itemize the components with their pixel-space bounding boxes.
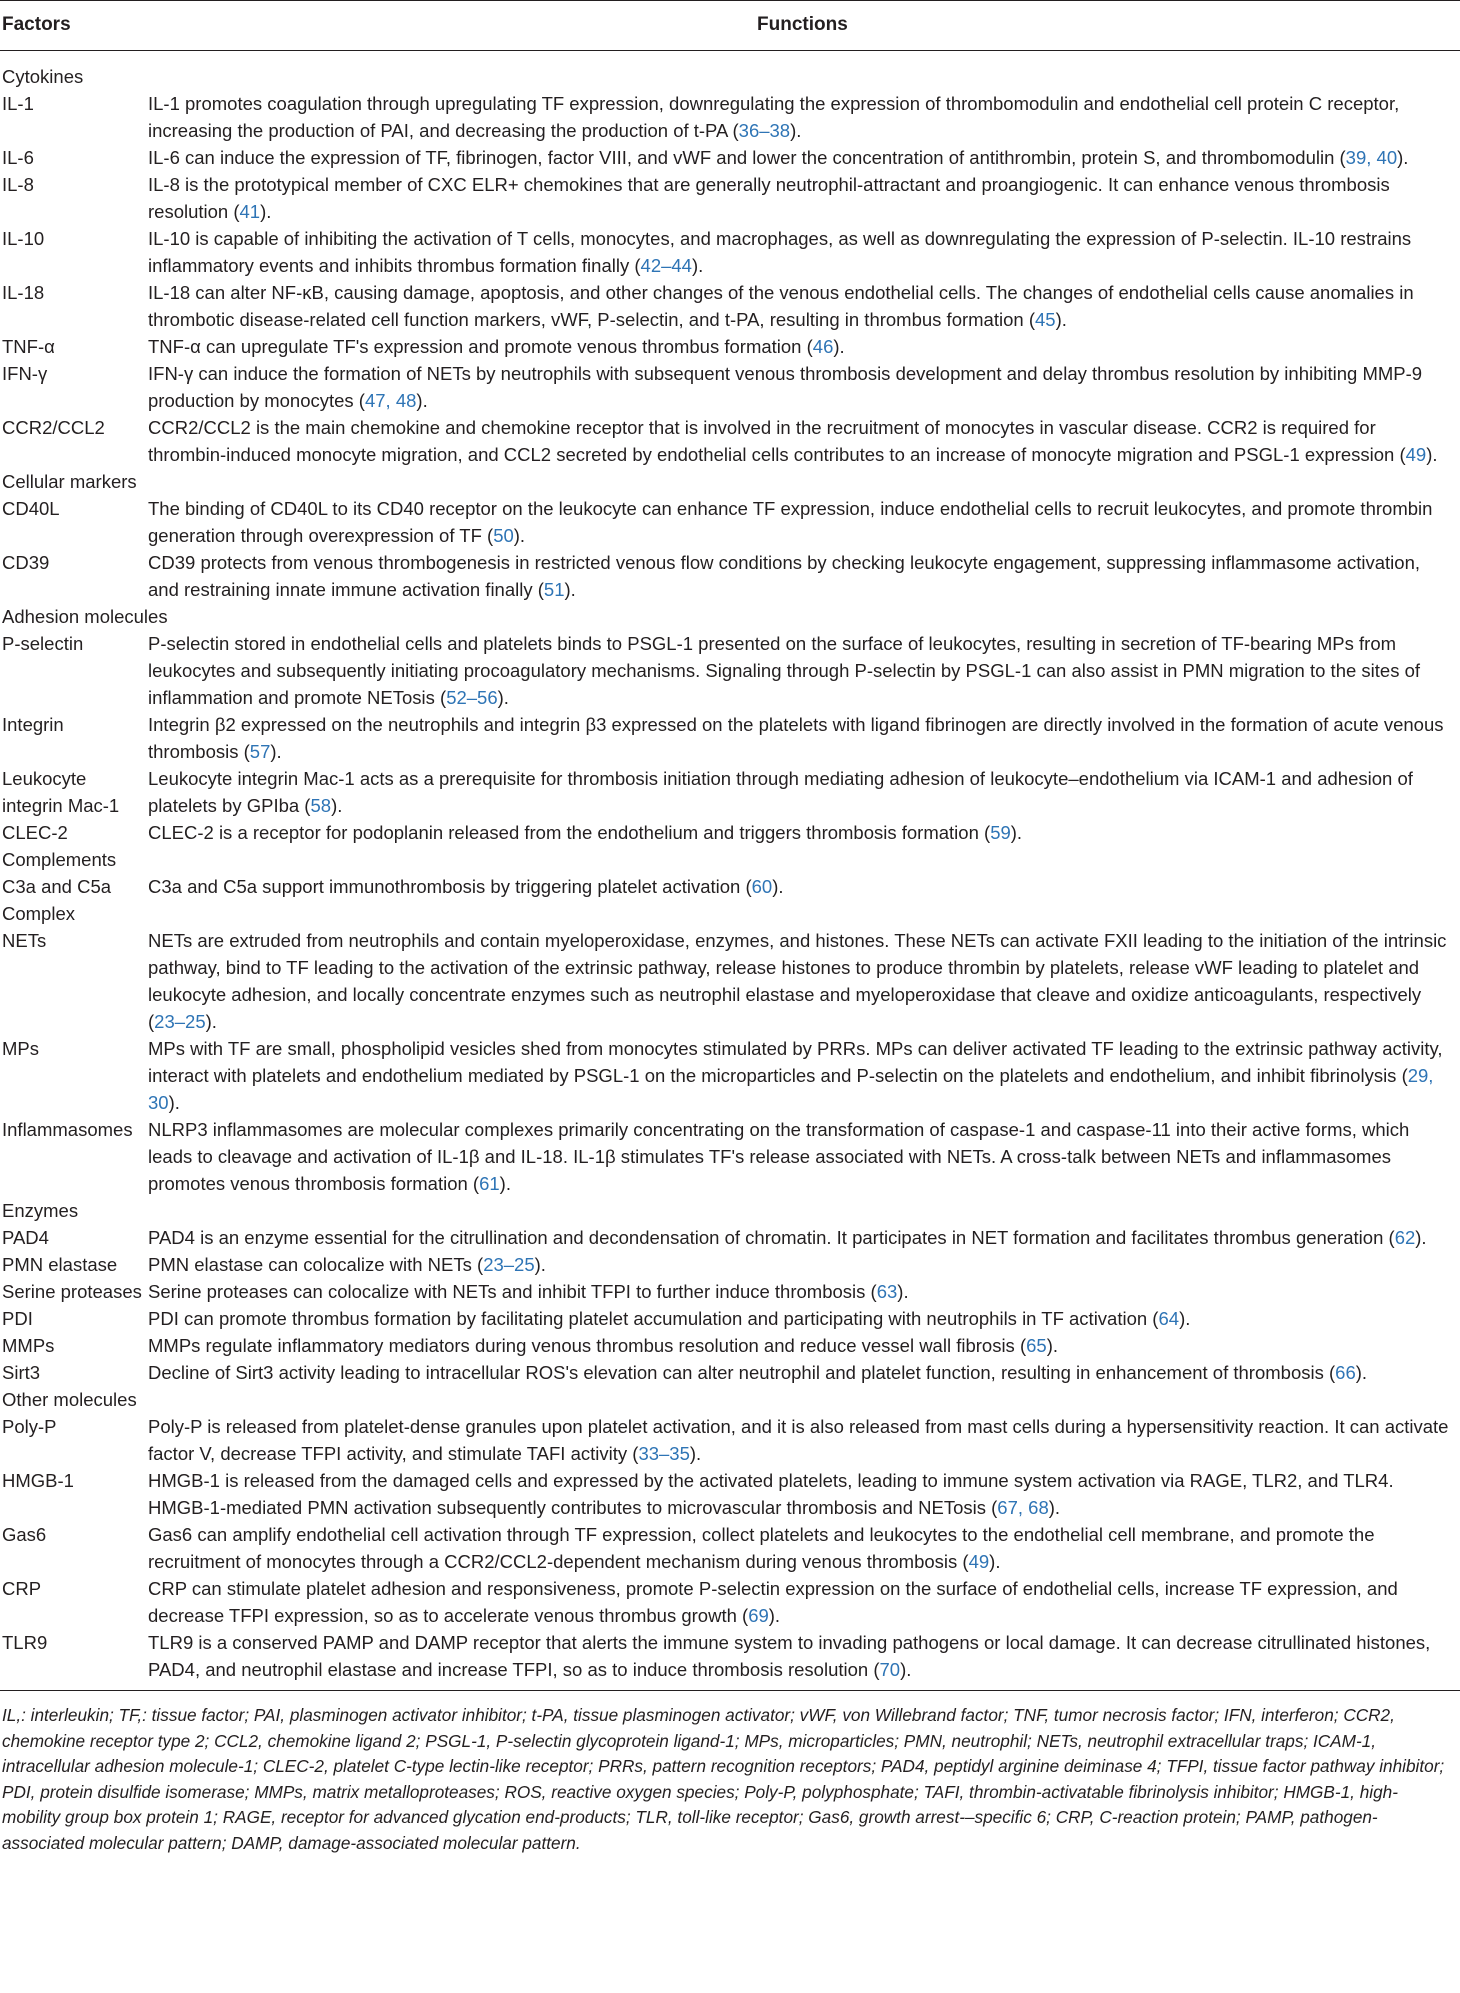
function-text: HMGB-1 is released from the damaged cells and expressed by the activated platelets, leading to immune system activation via RAGE, TLR2, and TLR4. HMGB-1-mediated PMN activation subsequently contributes to microvascular thrombosis and NETosis ( — [148, 1470, 1394, 1518]
factor-cell: MPs — [2, 1038, 39, 1059]
table-row — [0, 927, 1460, 1035]
function-text: Gas6 can amplify endothelial cell activation through TF expression, collect platelets and leukocytes to the endothelial cell membrane, and promote the recruitment of monocytes through a CCR2/CCL2-dependent mechanism during venous thrombosis ( — [148, 1524, 1375, 1572]
function-cell — [148, 1359, 1460, 1386]
reference-link[interactable]: 70 — [879, 1659, 901, 1680]
table-row — [0, 90, 1460, 144]
table-row — [0, 1521, 1460, 1575]
function-text-end: ). — [900, 1659, 912, 1680]
table-body — [0, 51, 1460, 1683]
table-row — [0, 1332, 1460, 1359]
function-text: MPs with TF are small, phospholipid vesicles shed from monocytes stimulated by PRRs. MPs can deliver activated TF leading to the extrinsic pathway activity, interact with platelets and endothelium mediated by PSGL-1 on the microparticles and P-selectin on the platelets and endothelium, and inhibit fibrinolysis ( — [148, 1038, 1443, 1086]
function-text: IL-6 can induce the expression of TF, fibrinogen, factor VIII, and vWF and lower the concentration of antithrombin, protein S, and thrombomodulin ( — [148, 147, 1346, 168]
table-row — [0, 1305, 1460, 1332]
function-text-end: ). — [1355, 1362, 1368, 1383]
function-text-end: ). — [205, 1011, 217, 1032]
factor-cell: PMN elastase — [2, 1254, 118, 1275]
reference-link[interactable]: 51 — [543, 579, 565, 600]
table-row — [0, 333, 1460, 360]
section-heading: Cellular markers — [2, 471, 137, 492]
reference-link[interactable]: 63 — [876, 1281, 898, 1302]
function-cell — [148, 1116, 1460, 1197]
table-row — [0, 549, 1460, 603]
function-text: TLR9 is a conserved PAMP and DAMP receptor that alerts the immune system to invading pathogens or local damage. It can decrease citrullinated histones, PAD4, and neutrophil elastase and increase TFPI, so as to induce thrombosis resolution ( — [148, 1632, 1431, 1680]
function-text: TNF-α can upregulate TF's expression and promote venous thrombus formation ( — [148, 336, 813, 357]
reference-link[interactable]: 69 — [748, 1605, 769, 1626]
function-text: NLRP3 inflammasomes are molecular complexes primarily concentrating on the transformation of caspase-1 and caspase-11 into their active forms, which leads to cleavage and activation of IL-1β and IL-18. IL-1β stimulates TF's release associated with NETs. A cross-talk between NETs and inflammasomes promotes venous thrombosis formation ( — [148, 1119, 1410, 1194]
function-cell — [148, 360, 1460, 414]
factor-cell: CLEC-2 — [2, 822, 68, 843]
function-text-end: ). — [534, 1254, 546, 1275]
table-row — [0, 765, 1460, 819]
function-text: IFN-γ can induce the formation of NETs by neutrophils with subsequent venous thrombosis development and delay thrombus resolution by inhibiting MMP-9 production by monocytes ( — [148, 363, 1423, 411]
reference-link[interactable]: 64 — [1158, 1308, 1180, 1329]
table-row — [0, 1116, 1460, 1197]
function-text: CCR2/CCL2 is the main chemokine and chemokine receptor that is involved in the recruitment of monocytes in vascular disease. CCR2 is required for thrombin-induced monocyte migration, and CCL2 secreted by endothelial cells contributes to an increase of monocyte migration and PSGL-1 expression ( — [148, 417, 1406, 465]
factor-cell: P-selectin — [2, 633, 84, 654]
function-text: IL-1 promotes coagulation through upregulating TF expression, downregulating the expression of thrombomodulin and endothelial cell protein C receptor, increasing the production of PAI, and decreasing the production of t-PA ( — [148, 93, 1400, 141]
table-row — [0, 1575, 1460, 1629]
function-text: MMPs regulate inflammatory mediators during venous thrombus resolution and reduce vessel wall fibrosis ( — [148, 1335, 1027, 1356]
table-header — [0, 0, 1460, 51]
reference-link[interactable]: 41 — [239, 201, 261, 222]
reference-link[interactable]: 66 — [1335, 1362, 1356, 1383]
function-text-end: ). — [270, 741, 282, 762]
function-text: PDI can promote thrombus formation by facilitating platelet accumulation and participating with neutrophils in TF activation ( — [148, 1308, 1159, 1329]
header-factors: Factors — [2, 14, 71, 35]
factor-cell: Leukocyte integrin Mac-1 — [2, 768, 120, 816]
table-row — [0, 279, 1460, 333]
function-text-end: ). — [1048, 1497, 1061, 1518]
function-cell — [148, 1332, 1460, 1359]
table-footnote: IL,: interleukin; TF,: tissue factor; PAI, plasminogen activator inhibitor; t-PA, tissue plasminogen activator; vWF, von Willebrand factor; TNF, tumor necrosis factor; IFN, interferon; CCR2, chemokine receptor type 2; CCL2, chemokine ligand 2; PSGL-1, P-selectin glycoprotein ligand-1; MPs, microparticles; PMN, neutrophil; NETs, neutrophil extracellular traps; ICAM-1, intracellular adhesion molecule-1; CLEC-2, platelet C-type lectin-like receptor; PRRs, pattern recognition receptors; PAD4, peptidyl arginine deiminase 4; TFPI, tissue factor pathway inhibitor; PDI, protein disulfide isomerase; MMPs, matrix metalloproteases; ROS, reactive oxygen species; Poly-P, polyphosphate; TAFI, thrombin-activatable fibrinolysis inhibitor; HMGB-1, high-mobility group box protein 1; RAGE, receptor for advanced glycation end-products; TLR, toll-like receptor; Gas6, growth arrest-–specific 6; CRP, C-reaction protein; PAMP, pathogen-associated molecular pattern; DAMP, damage-associated molecular pattern. — [2, 1705, 1445, 1853]
factor-cell: IL-6 — [2, 147, 34, 168]
reference-link[interactable]: 50 — [493, 525, 514, 546]
function-text-end: ). — [564, 579, 576, 600]
reference-link[interactable]: 59 — [990, 822, 1011, 843]
function-cell — [148, 1224, 1460, 1251]
function-cell — [148, 1251, 1460, 1278]
factor-cell: Gas6 — [2, 1524, 47, 1545]
function-cell — [148, 873, 1460, 900]
function-text-end: ). — [897, 1281, 909, 1302]
header-functions: Functions — [757, 14, 848, 35]
table-row — [0, 630, 1460, 711]
factor-cell: CRP — [2, 1578, 42, 1599]
function-text: CLEC-2 is a receptor for podoplanin released from the endothelium and triggers thrombosis formation ( — [148, 822, 991, 843]
function-text: PAD4 is an enzyme essential for the citrullination and decondensation of chromatin. It participates in NET formation and facilitates thrombus generation ( — [148, 1227, 1395, 1248]
function-text: CD39 protects from venous thrombogenesis in restricted venous flow conditions by checking leukocyte engagement, suppressing inflammasome activation, and restraining innate immune activation finally ( — [148, 552, 1421, 600]
factor-cell: IL-8 — [2, 174, 34, 195]
function-cell — [148, 171, 1460, 225]
function-cell — [148, 90, 1460, 144]
factor-cell: IL-18 — [2, 282, 45, 303]
function-text: Serine proteases can colocalize with NETs and inhibit TFPI to further induce thrombosis ( — [148, 1281, 877, 1302]
function-text: IL-8 is the prototypical member of CXC ELR+ chemokines that are generally neutrophil-attractant and proangiogenic. It can enhance venous thrombosis resolution ( — [148, 174, 1390, 222]
factor-cell: Sirt3 — [2, 1362, 41, 1383]
function-cell — [148, 711, 1460, 765]
table-row — [0, 1467, 1460, 1521]
function-cell — [148, 630, 1460, 711]
reference-link[interactable]: 36–38 — [738, 120, 791, 141]
factor-cell: TLR9 — [2, 1632, 48, 1653]
reference-link[interactable]: 58 — [310, 795, 332, 816]
function-cell — [148, 279, 1460, 333]
function-text-end: ). — [691, 255, 704, 276]
function-text-end: ). — [513, 525, 526, 546]
factor-cell: IL-1 — [2, 93, 34, 114]
factor-cell: Serine proteases — [2, 1281, 142, 1302]
function-text-end: ). — [689, 1443, 702, 1464]
table-row — [0, 144, 1460, 171]
function-text-end: ). — [1415, 1227, 1427, 1248]
reference-link[interactable]: 52–56 — [446, 687, 498, 708]
factor-cell: IFN-γ — [2, 363, 48, 384]
table-row — [0, 495, 1460, 549]
function-text-end: ). — [260, 201, 272, 222]
function-text-end: ). — [1055, 309, 1067, 330]
function-text-end: ). — [1046, 1335, 1058, 1356]
reference-link[interactable]: 29, 30 — [148, 1065, 1434, 1113]
factor-cell: CD40L — [2, 498, 60, 519]
factor-cell: Inflammasomes — [2, 1119, 133, 1140]
factor-cell: TNF-α — [2, 336, 55, 357]
function-text: CRP can stimulate platelet adhesion and responsiveness, promote P-selectin expression on the surface of endothelial cells, increase TF expression, and decrease TFPI expression, so as to accelerate venous thrombus growth ( — [148, 1578, 1398, 1626]
function-text-end: ). — [1397, 147, 1409, 168]
table-row — [0, 1413, 1460, 1467]
function-cell — [148, 765, 1460, 819]
function-text-end: ). — [1426, 444, 1438, 465]
factor-cell: C3a and C5a — [2, 876, 112, 897]
section-heading: Enzymes — [2, 1200, 79, 1221]
reference-link[interactable]: 46 — [812, 336, 834, 357]
table-row — [0, 1278, 1460, 1305]
function-cell — [148, 1467, 1460, 1521]
section-heading: Cytokines — [2, 66, 84, 87]
function-text: P-selectin stored in endothelial cells and platelets binds to PSGL-1 presented on the surface of leukocytes, resulting in secretion of TF-bearing MPs from leukocytes and subsequently initiating procoagulatory mechanisms. Signaling through P-selectin by PSGL-1 can also assist in PMN migration to the sites of inflammation and promote NETosis ( — [148, 633, 1421, 708]
function-cell — [148, 144, 1460, 171]
factor-cell: NETs — [2, 930, 47, 951]
function-text: PMN elastase can colocalize with NETs ( — [148, 1254, 484, 1275]
factor-cell: PDI — [2, 1308, 33, 1329]
function-text-end: ). — [790, 120, 802, 141]
function-text-end: ). — [1179, 1308, 1191, 1329]
factor-cell: CD39 — [2, 552, 50, 573]
table-row — [0, 1035, 1460, 1116]
table-row — [0, 1359, 1460, 1386]
table-row — [0, 414, 1460, 468]
reference-link[interactable]: 61 — [479, 1173, 500, 1194]
function-text-end: ). — [499, 1173, 511, 1194]
function-text-end: ). — [168, 1092, 180, 1113]
reference-link[interactable]: 65 — [1026, 1335, 1047, 1356]
reference-link[interactable]: 57 — [249, 741, 271, 762]
function-text: NETs are extruded from neutrophils and contain myeloperoxidase, enzymes, and histones. These NETs can activate FXII leading to the initiation of the intrinsic pathway, bind to TF leading to the activation of the extrinsic pathway, release histones to produce thrombin by platelets, release vWF leading to platelet and leukocyte adhesion, and locally concentrate enzymes such as neutrophil elastase and myeloperoxidase that cleave and oxidize anticoagulants, respectively ( — [148, 930, 1447, 1032]
reference-link[interactable]: 49 — [1405, 444, 1427, 465]
function-cell — [148, 1305, 1460, 1332]
function-cell — [148, 1278, 1460, 1305]
function-cell — [148, 333, 1460, 360]
factor-cell: Integrin — [2, 714, 64, 735]
reference-link[interactable]: 60 — [751, 876, 773, 897]
function-text: IL-18 can alter NF-κB, causing damage, apoptosis, and other changes of the venous endothelial cells. The changes of endothelial cells cause anomalies in thrombotic disease-related cell function markers, vWF, P-selectin, and t-PA, resulting in thrombus formation ( — [148, 282, 1414, 330]
function-cell — [148, 819, 1460, 846]
factor-cell: MMPs — [2, 1335, 55, 1356]
function-text: The binding of CD40L to its CD40 receptor on the leukocyte can enhance TF expression, induce endothelial cells to recruit leukocytes, and promote thrombin generation through overexpression of TF ( — [148, 498, 1433, 546]
function-cell — [148, 414, 1460, 468]
function-cell — [148, 1575, 1460, 1629]
reference-link[interactable]: 33–35 — [638, 1443, 690, 1464]
factor-cell: CCR2/CCL2 — [2, 417, 105, 438]
table-row — [0, 1251, 1460, 1278]
function-text-end: ). — [833, 336, 845, 357]
factor-cell: IL-10 — [2, 228, 45, 249]
table-row — [0, 225, 1460, 279]
function-text-end: ). — [331, 795, 343, 816]
function-text-end: ). — [416, 390, 428, 411]
table-row — [0, 873, 1460, 900]
function-cell — [148, 549, 1460, 603]
function-cell — [148, 225, 1460, 279]
section-heading: Other molecules — [2, 1389, 137, 1410]
table-row — [0, 1629, 1460, 1683]
function-text-end: ). — [1010, 822, 1023, 843]
section-heading: Adhesion molecules — [2, 606, 168, 627]
factor-cell: Poly-P — [2, 1416, 57, 1437]
factor-cell: PAD4 — [2, 1227, 49, 1248]
section-heading: Complex — [2, 903, 75, 924]
function-cell — [148, 1035, 1460, 1116]
function-cell — [148, 1521, 1460, 1575]
function-text: Leukocyte integrin Mac-1 acts as a prerequisite for thrombosis initiation through mediating adhesion of leukocyte–endothelium via ICAM-1 and adhesion of platelets by GPIba ( — [148, 768, 1413, 816]
function-cell — [148, 927, 1460, 1035]
table-row — [0, 711, 1460, 765]
section-heading: Complements — [2, 849, 117, 870]
function-text: C3a and C5a support immunothrombosis by triggering platelet activation ( — [148, 876, 752, 897]
reference-link[interactable]: 47, 48 — [364, 390, 417, 411]
function-text: IL-10 is capable of inhibiting the activation of T cells, monocytes, and macrophages, as well as downregulating the expression of P-selectin. IL-10 restrains inflammatory events and inhibits thrombus formation finally ( — [148, 228, 1412, 276]
factor-cell: HMGB-1 — [2, 1470, 74, 1491]
function-text-end: ). — [768, 1605, 781, 1626]
reference-link[interactable]: 49 — [968, 1551, 990, 1572]
function-text: Poly-P is released from platelet-dense granules upon platelet activation, and it is also released from mast cells during a hypersensitivity reaction. It can activate factor V, decrease TFPI activity, and stimulate TAFI activity ( — [148, 1416, 1449, 1464]
reference-link[interactable]: 45 — [1034, 309, 1056, 330]
reference-link[interactable]: 67, 68 — [997, 1497, 1049, 1518]
table-row — [0, 171, 1460, 225]
function-text-end: ). — [989, 1551, 1001, 1572]
reference-link[interactable]: 42–44 — [640, 255, 692, 276]
function-cell — [148, 495, 1460, 549]
table-row — [0, 360, 1460, 414]
function-text: Decline of Sirt3 activity leading to intracellular ROS's elevation can alter neutrophil and platelet function, resulting in enhancement of thrombosis ( — [148, 1362, 1336, 1383]
reference-link[interactable]: 39, 40 — [1345, 147, 1398, 168]
reference-link[interactable]: 23–25 — [483, 1254, 535, 1275]
table-row — [0, 819, 1460, 846]
function-text: Integrin β2 expressed on the neutrophils and integrin β3 expressed on the platelets with ligand fibrinogen are directly involved in the formation of acute venous thrombosis ( — [148, 714, 1444, 762]
function-text-end: ). — [497, 687, 509, 708]
table-row — [0, 1224, 1460, 1251]
function-cell — [148, 1413, 1460, 1467]
function-cell — [148, 1629, 1460, 1683]
function-text-end: ). — [772, 876, 784, 897]
reference-link[interactable]: 23–25 — [154, 1011, 206, 1032]
reference-link[interactable]: 62 — [1394, 1227, 1416, 1248]
